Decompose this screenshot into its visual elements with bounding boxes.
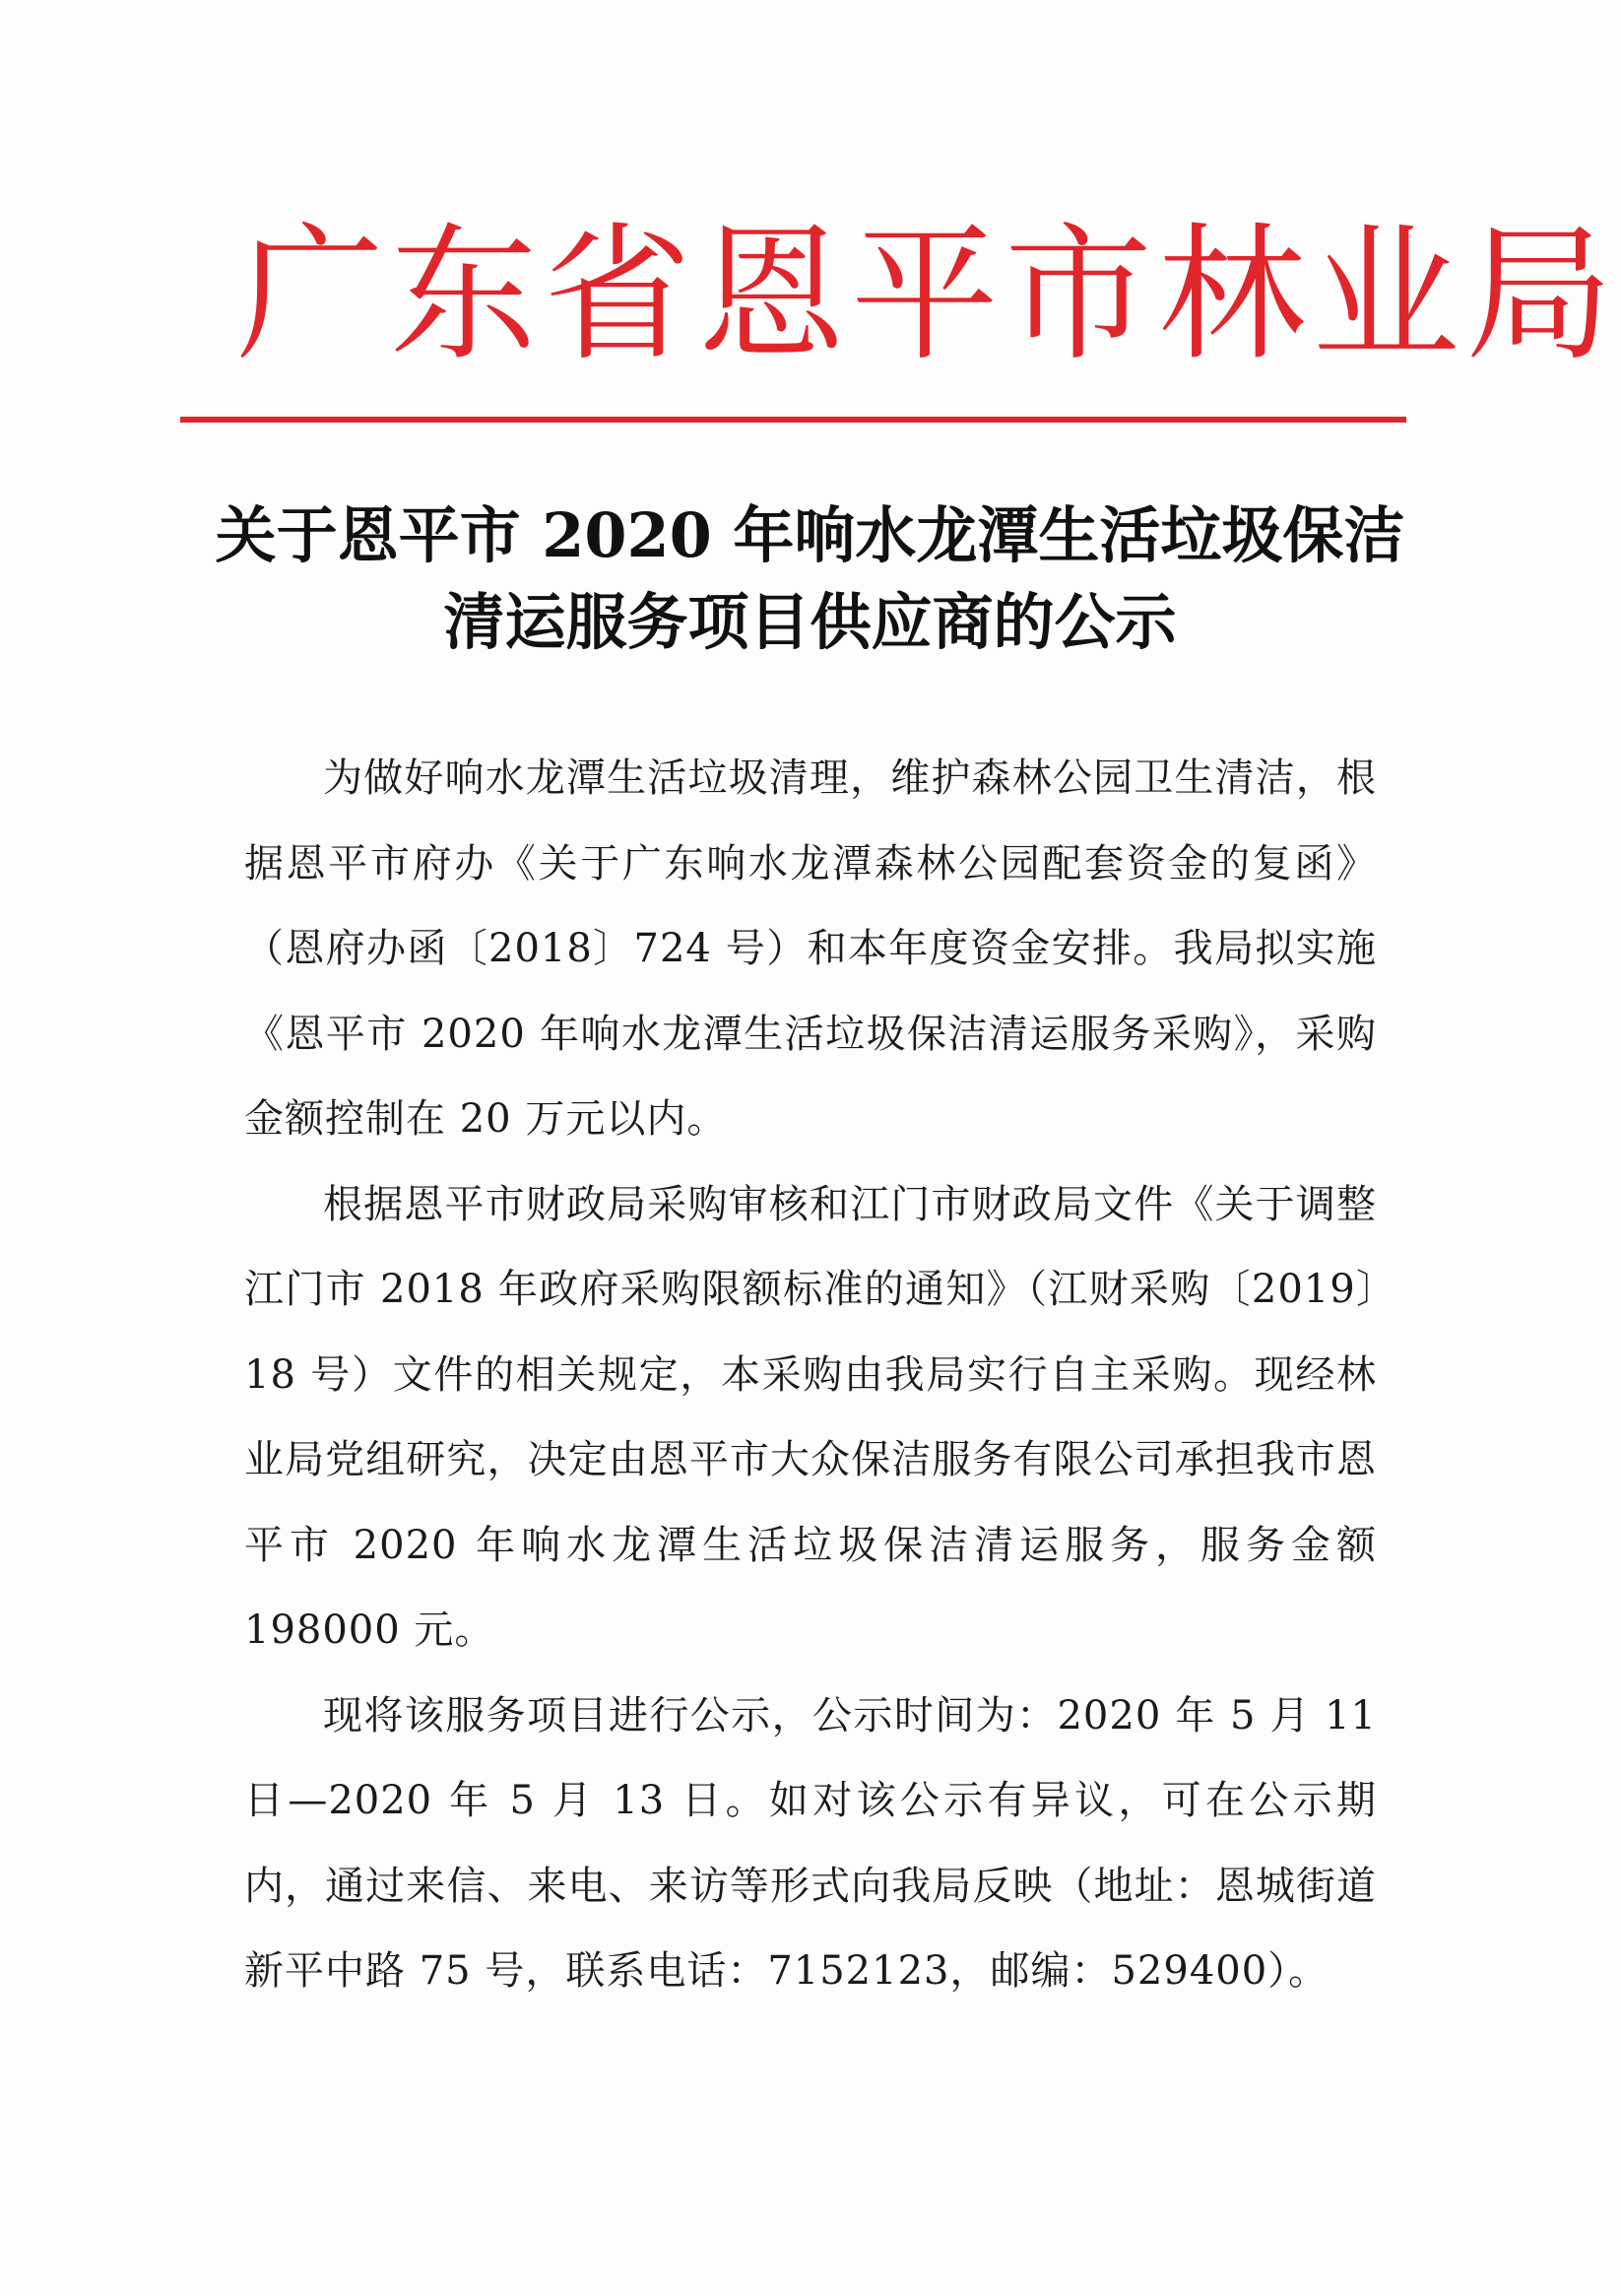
document-title-line-1: 关于恩平市 2020 年响水龙潭生活垃圾保洁: [215, 499, 1405, 571]
body-paragraph-3: 现将该服务项目进行公示，公示时间为：2020 年 5 月 11 日—2020 年 5 月 13 日。如对该公示有异议，可在公示期内，通过来信、来电、来访等形式向我局反映（地址：恩城街道新平中路 75 号，联系电话：7152123，邮编：529400）。: [244, 1692, 1377, 1994]
document-body: [244, 736, 1377, 2014]
letterhead-org-name: 广东省恩平市林业局: [236, 210, 1620, 381]
body-paragraph-2: 根据恩平市财政局采购审核和江门市财政局文件《关于调整江门市 2018 年政府采购限额标准的通知》（江财采购〔2019〕18 号）文件的相关规定，本采购由我局实行自主采购。现经林业局党组研究，决定由恩平市大众保洁服务有限公司承担我市恩平市 2020 年响水龙潭生活垃圾保洁清运服务，服务金额 198000 元。: [244, 1181, 1377, 1653]
document-title-line-2: 清运服务项目供应商的公示: [443, 586, 1177, 658]
letterhead-red-rule: [180, 417, 1406, 423]
body-paragraph-1: 为做好响水龙潭生活垃圾清理，维护森林公园卫生清洁，根据恩平市府办《关于广东响水龙潭森林公园配套资金的复函》（恩府办函〔2018〕724 号）和本年度资金安排。我局拟实施《恩平市 2020 年响水龙潭生活垃圾保洁清运服务采购》，采购金额控制在 20 万元以内。: [244, 755, 1377, 1142]
document-title: [177, 492, 1443, 666]
